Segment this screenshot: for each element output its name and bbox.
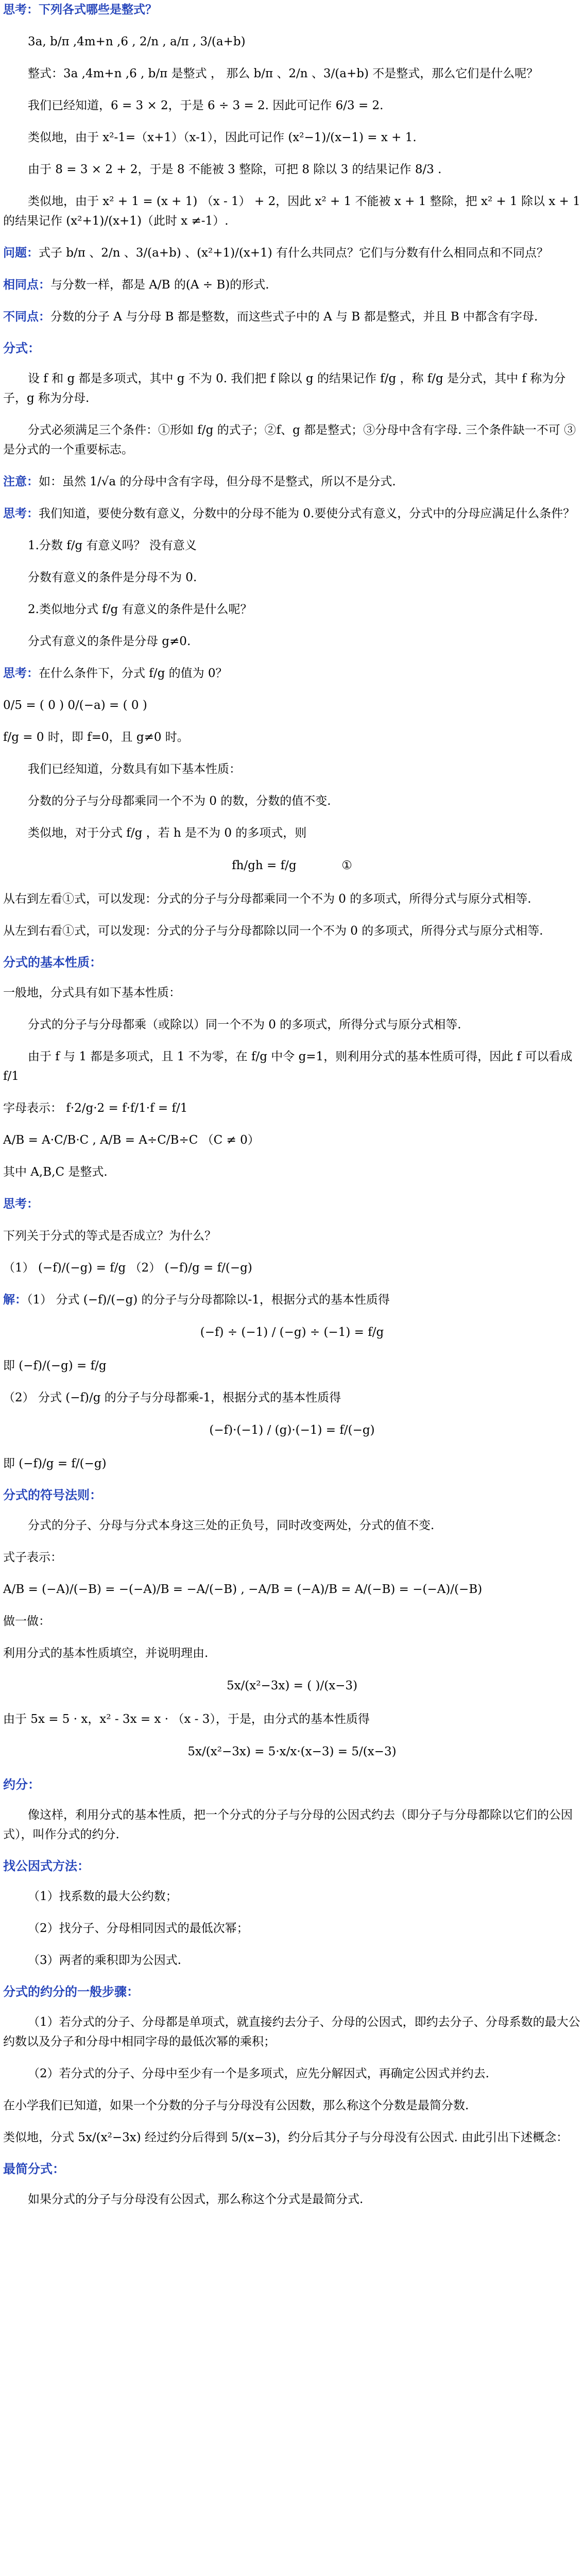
s11-m1: （1）找系数的最大公约数； bbox=[28, 1890, 178, 1903]
s11-p1: 像这样，利用分式的基本性质，把一个分式的分子与分母的公因式约去（即分子与分母都除以它们的公因式），叫作分式的约分. bbox=[3, 1808, 573, 1841]
s10-p6: 5x/(x²−3x) = ( )/(x−3) bbox=[226, 1679, 358, 1692]
s4-q1a: 分数有意义的条件是分母不为 0. bbox=[28, 571, 197, 584]
s2-same-text: 与分数一样，都是 A/B 的(A ÷ B)的形式. bbox=[50, 278, 269, 292]
s1-p4: 由于 8 = 3 × 2 + 2，于是 8 不能被 3 整除，可把 8 除以 3 的结果记作 8/3 . bbox=[28, 163, 442, 176]
s1-title-text: 思考：下列各式哪些是整式？ bbox=[3, 3, 157, 16]
s3-note-text: 如：虽然 1/√a 的分母中含有字母，但分母不是整式，所以不是分式. bbox=[39, 475, 396, 488]
s2-diff-label: 不同点： bbox=[3, 310, 50, 324]
s9-a1-formula: (−f) ÷ (−1) / (−g) ÷ (−1) = f/g bbox=[200, 1326, 384, 1339]
s1-p3: 类似地，由于 x²-1=（x+1）（x-1），因此可记作 (x²−1)/(x−1) = x + 1. bbox=[28, 131, 417, 144]
s10-p8: 5x/(x²−3x) = 5·x/x·(x−3) = 5/(x−3) bbox=[187, 1745, 397, 1758]
s9-a1-text: （1） 分式 (−f)/(−g) 的分子与分母都除以-1，根据分式的基本性质得 bbox=[27, 1293, 390, 1307]
s6-p5: 从左到右看①式，可以发现：分式的分子与分母都除以同一个不为 0 的多项式，所得分式与原分式相等. bbox=[3, 924, 543, 938]
s1-title bbox=[3, 0, 581, 20]
s4-q2a: 分式有意义的条件是分母 g≠0. bbox=[28, 635, 191, 648]
s2-diff-text: 分数的分子 A 与分母 B 都是整数，而这些式子中的 A 与 B 都是整式，并且 B 中都含有字母. bbox=[50, 310, 538, 324]
s2-same bbox=[3, 275, 581, 295]
s11-st2: （2）若分式的分子、分母中至少有一个是多项式，应先分解因式，再确定公因式并约去. bbox=[28, 2067, 489, 2080]
s8-think bbox=[3, 1194, 581, 1214]
s2-diff bbox=[3, 307, 581, 327]
s1-p2: 我们已经知道，6 = 3 × 2，于是 6 ÷ 3 = 2. 因此可记作 6/3 = 2. bbox=[28, 99, 384, 112]
s7-p1: 一般地，分式具有如下基本性质： bbox=[3, 986, 181, 999]
s3-p2: 分式必须满足三个条件：①形如 f/g 的式子；②f、g 都是整式；③分母中含有字母. 三个条件缺一不可 ③是分式的一个重要标志。 bbox=[3, 423, 576, 456]
s7-p3: 由于 f 与 1 都是多项式，且 1 不为零，在 f/g 中令 g=1，则利用分式的基本性质可得，因此 f 可以看成 f/1 bbox=[3, 1050, 573, 1083]
s5-think bbox=[3, 664, 581, 683]
s6-formula-text: fh/gh = f/g bbox=[232, 859, 297, 872]
s10-heading: 分式的符号法则： bbox=[3, 1487, 102, 1502]
s6-p2: 分数的分子与分母都乘同一个不为 0 的数，分数的值不变. bbox=[28, 794, 331, 808]
s7-p6: 其中 A,B,C 是整式. bbox=[3, 1165, 108, 1179]
s4-think bbox=[3, 504, 581, 523]
s9-a2-formula: (−f)·(−1) / (g)·(−1) = f/(−g) bbox=[209, 1423, 375, 1437]
s5-think-label: 思考： bbox=[3, 666, 39, 680]
s8-think-label: 思考： bbox=[3, 1197, 39, 1211]
s11-h2: 找公因式方法： bbox=[3, 1858, 90, 1873]
s7-heading: 分式的基本性质： bbox=[3, 955, 102, 970]
s1-p1: 整式：3a ,4m+n ,6 , b/π 是整式 ， 那么 b/π 、2/n 、3/(a+b) 不是整式，那么它们是什么呢？ bbox=[28, 67, 539, 80]
s6-p1: 我们已经知道，分数具有如下基本性质： bbox=[28, 762, 241, 776]
s3-note bbox=[3, 472, 581, 492]
s2-question-label: 问题： bbox=[3, 246, 39, 260]
s4-think-text: 我们知道，要使分数有意义，分数中的分母不能为 0.要使分式有意义，分式中的分母应满足什么条件？ bbox=[39, 507, 575, 520]
s9-a2-result: 即 (−f)/g = f/(−g) bbox=[3, 1457, 107, 1470]
s3-note-label: 注意： bbox=[3, 474, 39, 488]
s9-solution-label: 解： bbox=[3, 1293, 27, 1307]
s2-question-text: 式子 b/π 、2/n 、3/(a+b) 、(x²+1)/(x+1) 有什么共同点？它们与分数有什么相同点和不同点？ bbox=[39, 246, 548, 260]
s10-p4: 做一做： bbox=[3, 1615, 50, 1628]
s2-same-label: 相同点： bbox=[3, 278, 50, 292]
s11-h4: 最简分式： bbox=[3, 2161, 65, 2176]
s8-question: 下列关于分式的等式是否成立？为什么？ bbox=[3, 1229, 216, 1243]
s9-a1 bbox=[3, 1290, 581, 1310]
s5-l1: 0/5 = ( 0 ) 0/(−a) = ( 0 ) bbox=[3, 699, 147, 712]
s11-p9: 如果分式的分子与分母没有公因式，那么称这个分式是最简分式. bbox=[28, 2193, 364, 2206]
s10-p1: 分式的分子、分母与分式本身这三处的正负号，同时改变两处，分式的值不变. bbox=[28, 1519, 435, 1532]
s4-q1: 1.分数 f/g 有意义吗？ 没有意义 bbox=[28, 539, 197, 552]
s11-h3: 分式的约分的一般步骤： bbox=[3, 1984, 139, 1999]
s1-expr: 3a, b/π ,4m+n ,6 , 2/n , a/π , 3/(a+b) bbox=[28, 35, 246, 48]
s4-q2: 2.类似地分式 f/g 有意义的条件是什么呢？ bbox=[28, 603, 252, 616]
s7-p4: 字母表示： f·2/g·2 = f·f/1·f = f/1 bbox=[3, 1101, 188, 1115]
s10-p5: 利用分式的基本性质填空，并说明理由. bbox=[3, 1647, 209, 1660]
s6-p4: 从右到左看①式，可以发现：分式的分子与分母都乘同一个不为 0 的多项式，所得分式与原分式相等. bbox=[3, 892, 531, 906]
s8-options: （1） (−f)/(−g) = f/g （2） (−f)/g = f/(−g) bbox=[3, 1261, 252, 1275]
s3-heading: 分式： bbox=[3, 341, 40, 355]
s11-m3: （3）两者的乘积即为公因式. bbox=[28, 1954, 181, 1967]
s6-formula-tag: ① bbox=[341, 859, 352, 872]
s10-p7: 由于 5x = 5 · x，x² - 3x = x · （x - 3），于是，由分式的基本性质得 bbox=[3, 1713, 370, 1726]
s2-question bbox=[3, 243, 581, 263]
s9-a2: （2） 分式 (−f)/g 的分子与分母都乘-1，根据分式的基本性质得 bbox=[3, 1391, 341, 1404]
s6-formula bbox=[3, 855, 581, 876]
s5-think-text: 在什么条件下，分式 f/g 的值为 0？ bbox=[39, 667, 228, 680]
s9-a1-result: 即 (−f)/(−g) = f/g bbox=[3, 1359, 107, 1372]
s11-st3: 在小学我们已知道，如果一个分数的分子与分母没有公因数，那么称这个分数是最简分数. bbox=[3, 2099, 469, 2112]
s10-p3: A/B = (−A)/(−B) = −(−A)/B = −A/(−B) , −A/B = (−A)/B = A/(−B) = −(−A)/(−B) bbox=[3, 1583, 483, 1596]
s3-p1: 设 f 和 g 都是多项式，其中 g 不为 0. 我们把 f 除以 g 的结果记作 f/g ，称 f/g 是分式，其中 f 称为分子，g 称为分母. bbox=[3, 372, 566, 405]
s10-p2: 式子表示： bbox=[3, 1551, 62, 1564]
s1-p5: 类似地，由于 x² + 1 = (x + 1) （x - 1） + 2，因此 x² + 1 不能被 x + 1 整除，把 x² + 1 除以 x + 1 的结果记作 (x²+1)/(x+1)（此时 x ≠-1）. bbox=[3, 195, 580, 228]
s7-p2: 分式的分子与分母都乘（或除以）同一个不为 0 的多项式，所得分式与原分式相等. bbox=[28, 1018, 461, 1031]
s11-st1: （1）若分式的分子、分母都是单项式，就直接约去分子、分母的公因式，即约去分子、分母系数的最大公约数以及分子和分母中相同字母的最低次幂的乘积； bbox=[3, 2015, 580, 2048]
s4-think-label: 思考： bbox=[3, 506, 39, 520]
s5-l2: f/g = 0 时，即 f=0，且 g≠0 时。 bbox=[3, 731, 189, 744]
s7-p5: A/B = A·C/B·C , A/B = A÷C/B÷C （C ≠ 0） bbox=[3, 1133, 260, 1147]
s11-m2: （2）找分子、分母相同因式的最低次幂； bbox=[28, 1922, 249, 1935]
s11-heading: 约分： bbox=[3, 1777, 40, 1792]
s11-st4: 类似地，分式 5x/(x²−3x) 经过约分后得到 5/(x−3)，约分后其分子与分母没有公因式. 由此引出下述概念： bbox=[3, 2131, 569, 2144]
s6-p3: 类似地，对于分式 f/g ，若 h 是不为 0 的多项式，则 bbox=[28, 826, 307, 840]
